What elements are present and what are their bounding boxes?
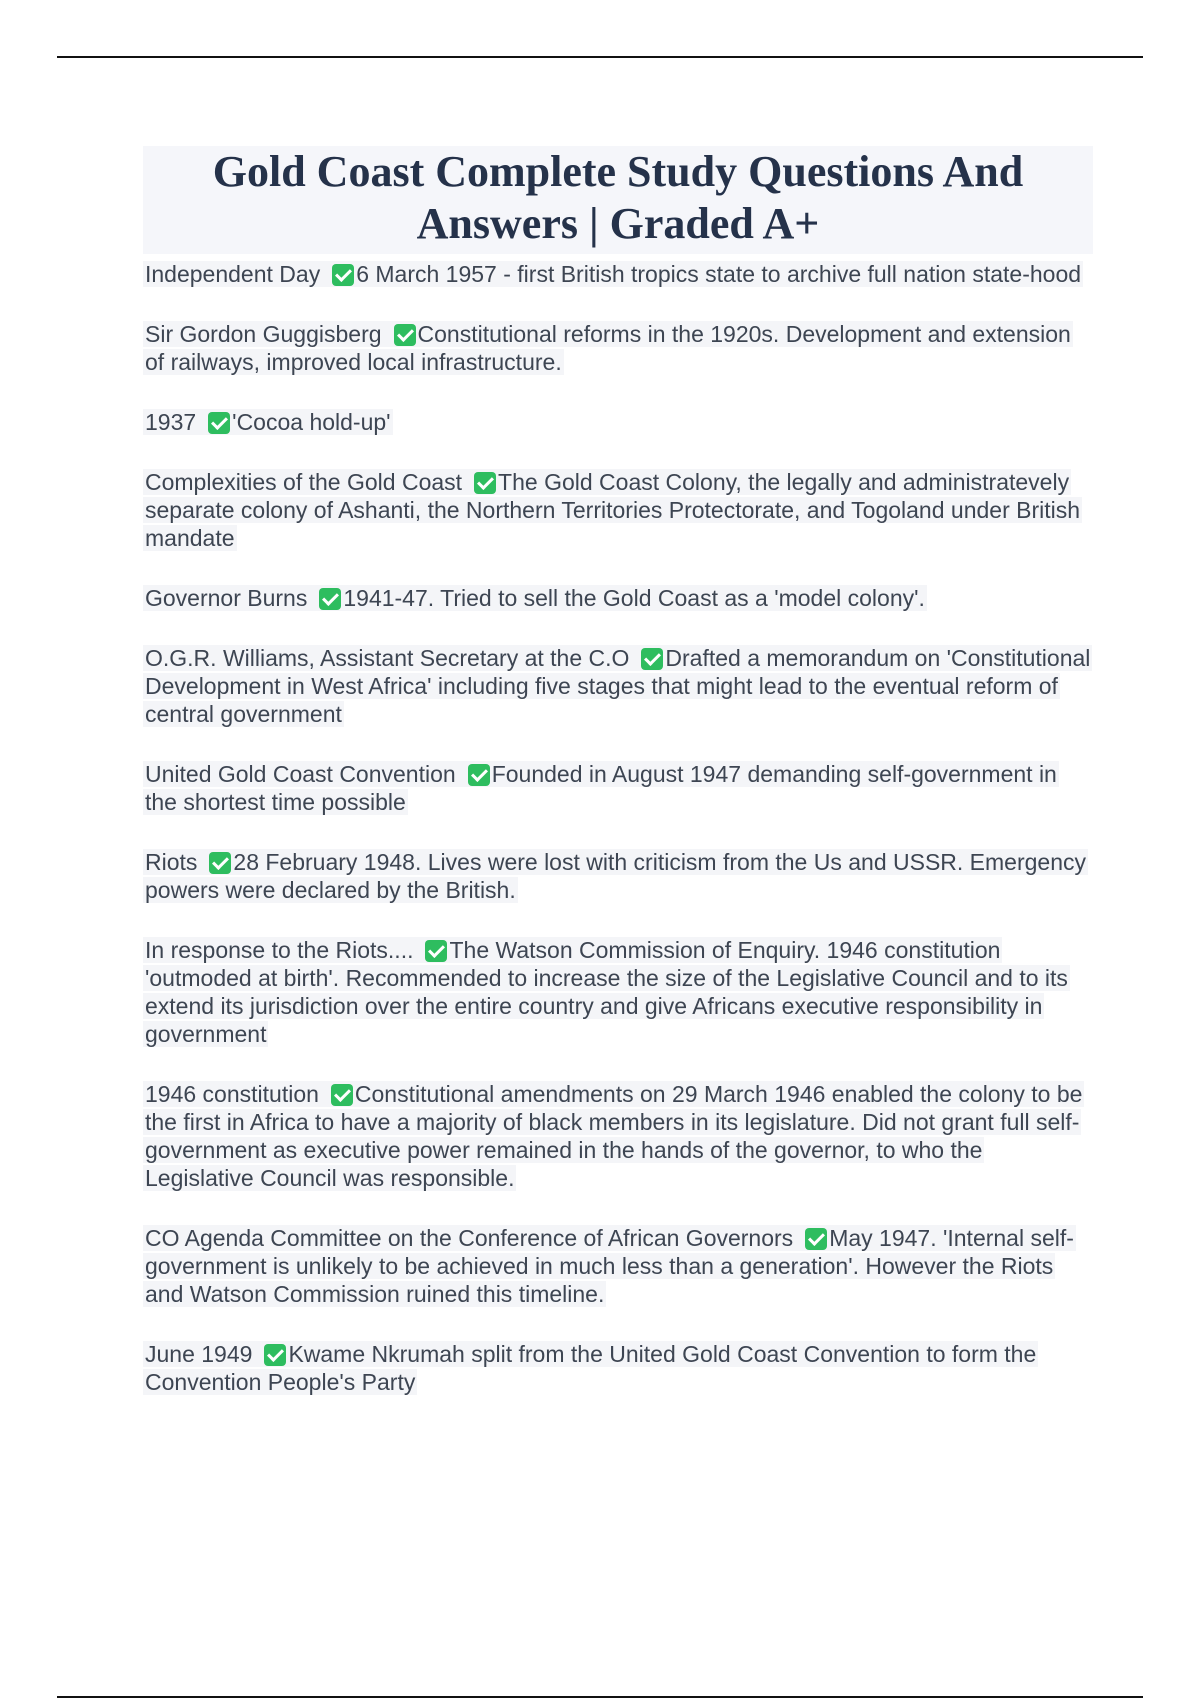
qa-term: United Gold Coast Convention bbox=[145, 761, 456, 787]
qa-answer: The Gold Coast Colony, the legally and administratevely separate colony of Ashanti, the Northern Territories Protectorate, and Togoland under British mandate bbox=[145, 469, 1081, 551]
checkmark-icon bbox=[332, 264, 354, 286]
qa-answer: Constitutional amendments on 29 March 1946 enabled the colony to be the first in Africa to have a majority of black members in its legislature. Did not grant full self-government as executive power remained in the hands of the governor, to who the Legislative Council was responsible. bbox=[145, 1081, 1083, 1191]
qa-answer: Kwame Nkrumah split from the United Gold Coast Convention to form the Convention People's Party bbox=[145, 1341, 1037, 1395]
checkmark-icon bbox=[425, 940, 447, 962]
qa-term: June 1949 bbox=[145, 1341, 253, 1367]
qa-answer: Drafted a memorandum on 'Constitutional Development in West Africa' including five stages that might lead to the eventual reform of central government bbox=[145, 645, 1091, 727]
qa-item bbox=[143, 468, 1093, 552]
qa-answer: 6 March 1957 - first British tropics state to archive full nation state-hood bbox=[356, 261, 1082, 287]
qa-text bbox=[143, 1225, 1076, 1307]
checkmark-icon bbox=[805, 1228, 827, 1250]
qa-text bbox=[143, 1081, 1084, 1191]
qa-term: 1937 bbox=[145, 409, 197, 435]
qa-answer: 1941-47. Tried to sell the Gold Coast as a 'model colony'. bbox=[343, 585, 925, 611]
qa-term: Governor Burns bbox=[145, 585, 308, 611]
qa-answer: 'Cocoa hold-up' bbox=[232, 409, 391, 435]
checkmark-icon bbox=[394, 324, 416, 346]
qa-text bbox=[143, 261, 1083, 287]
qa-item bbox=[143, 644, 1093, 728]
bottom-rule bbox=[57, 1696, 1143, 1698]
qa-answer: 28 February 1948. Lives were lost with criticism from the Us and USSR. Emergency powers were declared by the British. bbox=[145, 849, 1087, 903]
qa-answer: The Watson Commission of Enquiry. 1946 constitution 'outmoded at birth'. Recommended to increase the size of the Legislative Council and to its extend its jurisdiction over the entire country and give Africans executive responsibility in government bbox=[145, 937, 1068, 1047]
qa-text bbox=[143, 937, 1070, 1047]
qa-text bbox=[143, 1341, 1038, 1395]
top-rule bbox=[57, 56, 1143, 58]
qa-term: 1946 constitution bbox=[145, 1081, 319, 1107]
qa-term: Complexities of the Gold Coast bbox=[145, 469, 463, 495]
qa-term: Riots bbox=[145, 849, 198, 875]
checkmark-icon bbox=[468, 764, 490, 786]
qa-text bbox=[143, 761, 1059, 815]
document-body bbox=[143, 146, 1093, 1428]
qa-text bbox=[143, 585, 927, 611]
qa-text bbox=[143, 645, 1092, 727]
qa-item bbox=[143, 260, 1093, 288]
qa-item bbox=[143, 848, 1093, 904]
qa-text bbox=[143, 321, 1073, 375]
checkmark-icon bbox=[319, 588, 341, 610]
checkmark-icon bbox=[209, 852, 231, 874]
qa-term: Sir Gordon Guggisberg bbox=[145, 321, 382, 347]
checkmark-icon bbox=[641, 648, 663, 670]
qa-text bbox=[143, 409, 393, 435]
qa-answer: Founded in August 1947 demanding self-government in the shortest time possible bbox=[145, 761, 1057, 815]
qa-list bbox=[143, 260, 1093, 1396]
qa-answer: May 1947. 'Internal self-government is unlikely to be achieved in much less than a generation'. However the Riots and Watson Commission ruined this timeline. bbox=[145, 1225, 1074, 1307]
qa-item bbox=[143, 936, 1093, 1048]
qa-item bbox=[143, 1080, 1093, 1192]
qa-term: In response to the Riots.... bbox=[145, 937, 414, 963]
qa-item bbox=[143, 760, 1093, 816]
qa-text bbox=[143, 469, 1082, 551]
title-box bbox=[143, 146, 1093, 254]
qa-item bbox=[143, 408, 1093, 436]
qa-item bbox=[143, 584, 1093, 612]
checkmark-icon bbox=[474, 472, 496, 494]
qa-text bbox=[143, 849, 1088, 903]
qa-term: Independent Day bbox=[145, 261, 321, 287]
qa-item bbox=[143, 1340, 1093, 1396]
qa-item bbox=[143, 1224, 1093, 1308]
qa-term: CO Agenda Committee on the Conference of African Governors bbox=[145, 1225, 794, 1251]
document-title: Gold Coast Complete Study Questions And Answers | Graded A+ bbox=[212, 147, 1024, 248]
qa-answer: Constitutional reforms in the 1920s. Development and extension of railways, improved local infrastructure. bbox=[145, 321, 1071, 375]
qa-item bbox=[143, 320, 1093, 376]
checkmark-icon bbox=[208, 412, 230, 434]
checkmark-icon bbox=[331, 1084, 353, 1106]
qa-term: O.G.R. Williams, Assistant Secretary at the C.O bbox=[145, 645, 630, 671]
checkmark-icon bbox=[264, 1344, 286, 1366]
